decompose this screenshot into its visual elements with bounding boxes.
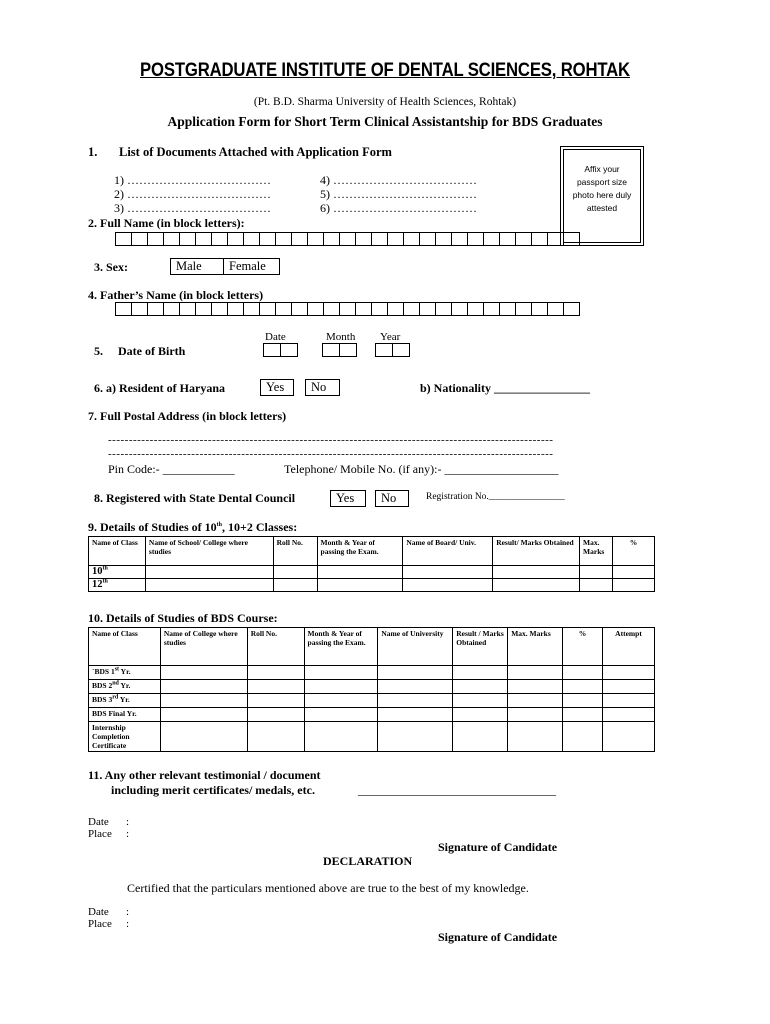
row-bds-1 — [89, 666, 161, 680]
cell[interactable] — [160, 680, 247, 694]
cell[interactable] — [403, 579, 493, 592]
hdr-class: Name of Class — [89, 537, 146, 566]
doc-item-3[interactable]: 3) ……………………………… — [114, 201, 271, 215]
cell[interactable] — [580, 566, 613, 579]
s1-number: 1. — [88, 145, 98, 159]
council-yes-option[interactable]: Yes — [330, 490, 366, 507]
s4-label: 4. Father’s Name (in block letters) — [88, 288, 264, 302]
doc-item-4[interactable]: 4) ……………………………… — [320, 173, 477, 187]
cell[interactable] — [317, 566, 403, 579]
s5-label: Date of Birth — [118, 344, 186, 358]
bds-hdr-roll: Roll No. — [247, 628, 304, 666]
row-bds-final: BDS Final Yr. — [89, 708, 161, 722]
bds-hdr-college: Name of College where studies — [160, 628, 247, 666]
footer1-date-label: Date — [88, 816, 109, 828]
cell[interactable] — [304, 694, 378, 708]
row-bds-2 — [89, 680, 161, 694]
sex-female-option[interactable]: Female — [224, 258, 280, 275]
form-title: Application Form for Short Term Clinical Assistantship for BDS Graduates — [167, 114, 603, 129]
bds-hdr-attempt: Attempt — [603, 628, 655, 666]
s2-label: 2. Full Name (in block letters): — [88, 216, 245, 230]
cell[interactable] — [304, 680, 378, 694]
footer2-labels — [88, 906, 112, 930]
row-bds-3-a: BDS 3 — [92, 695, 113, 704]
cell[interactable] — [160, 666, 247, 680]
cell[interactable] — [247, 680, 304, 694]
declaration-heading: DECLARATION — [323, 854, 413, 868]
table-row — [89, 694, 655, 708]
hdr-max: Max. Marks — [580, 537, 613, 566]
row-10th — [89, 566, 146, 579]
photo-box — [560, 146, 644, 246]
cell[interactable] — [317, 579, 403, 592]
row-bds-3 — [89, 694, 161, 708]
table-row — [89, 566, 655, 579]
council-no-option[interactable]: No — [375, 490, 409, 507]
table-row — [89, 722, 655, 752]
cell[interactable] — [247, 666, 304, 680]
cell[interactable] — [453, 708, 508, 722]
table-row — [89, 708, 655, 722]
photo-text-1: Affix your — [584, 164, 620, 174]
cell[interactable] — [378, 666, 453, 680]
hdr-school: Name of School/ College where studies — [145, 537, 273, 566]
row-10th-label: 10 — [92, 566, 103, 577]
footer1-colon-2: : — [126, 828, 130, 840]
cell[interactable] — [563, 680, 603, 694]
bds-hdr-percent: % — [563, 628, 603, 666]
cell[interactable] — [508, 680, 563, 694]
footer1-signature: Signature of Candidate — [438, 840, 558, 854]
doc-list-right — [320, 173, 477, 215]
cell[interactable] — [145, 579, 273, 592]
row-bds-3-b: Yr. — [118, 695, 130, 704]
cell[interactable] — [603, 666, 655, 680]
row-10th-sup: th — [102, 565, 108, 572]
cell[interactable] — [613, 579, 655, 592]
cell[interactable] — [563, 694, 603, 708]
doc-item-6[interactable]: 6) ……………………………… — [320, 201, 477, 215]
row-bds-3-sup: rd — [112, 694, 119, 701]
nationality-field[interactable]: b) Nationality ________________ — [420, 381, 591, 395]
row-internship: Internship Completion Certificate — [89, 722, 161, 752]
row-bds-2-a: BDS 2 — [92, 681, 113, 690]
declaration-text: Certified that the particulars mentioned above are true to the best of my knowledge. — [127, 881, 529, 895]
s9-label-part1: 9. Details of Studies of 10 — [88, 520, 217, 534]
full-name-boxes[interactable] — [115, 232, 580, 246]
cell[interactable] — [273, 566, 317, 579]
cell[interactable] — [403, 566, 493, 579]
footer2-colon-1: : — [126, 906, 130, 918]
cell[interactable] — [508, 694, 563, 708]
cell[interactable] — [378, 694, 453, 708]
footer1-labels — [88, 816, 112, 840]
bds-hdr-university: Name of University — [378, 628, 453, 666]
cell[interactable] — [563, 666, 603, 680]
s9-label-sup: th — [216, 522, 223, 528]
cell[interactable] — [247, 722, 304, 752]
phone-field[interactable]: Telephone/ Mobile No. (if any):- ___________________ — [284, 462, 559, 476]
dob-date-caption: Date — [265, 331, 286, 343]
cell[interactable] — [453, 694, 508, 708]
cell[interactable] — [493, 579, 580, 592]
sex-male-option[interactable]: Male — [170, 258, 224, 275]
footer1-place-label: Place — [88, 828, 112, 840]
dob-year-boxes[interactable] — [375, 343, 410, 357]
cell[interactable] — [613, 566, 655, 579]
cell[interactable] — [160, 694, 247, 708]
s9-label — [88, 520, 297, 535]
cell[interactable] — [304, 666, 378, 680]
cell[interactable] — [160, 722, 247, 752]
s6-label: 6. a) Resident of Haryana — [94, 381, 225, 395]
s8-label: 8. Registered with State Dental Council — [94, 491, 296, 505]
cell[interactable] — [580, 579, 613, 592]
bds-hdr-result: Result / Marks Obtained — [453, 628, 508, 666]
hdr-passing: Month & Year of passing the Exam. — [317, 537, 403, 566]
cell[interactable] — [603, 722, 655, 752]
cell[interactable] — [603, 694, 655, 708]
cell[interactable] — [453, 680, 508, 694]
cell[interactable] — [603, 680, 655, 694]
haryana-no-option[interactable]: No — [305, 379, 340, 396]
table-row — [89, 666, 655, 680]
cell[interactable] — [247, 708, 304, 722]
cell[interactable] — [378, 708, 453, 722]
cell[interactable] — [304, 722, 378, 752]
cell[interactable] — [378, 722, 453, 752]
address-line-2[interactable]: ----------------------------------------------------------------------------------------------------------- — [108, 448, 554, 460]
s7-label: 7. Full Postal Address (in block letters) — [88, 409, 287, 423]
footer2-colon-2: : — [126, 918, 130, 930]
bds-hdr-passing: Month & Year of passing the Exam. — [304, 628, 378, 666]
footer2-colons — [126, 906, 129, 930]
table-row — [89, 579, 655, 592]
s5-number: 5. — [94, 344, 103, 358]
doc-list-left — [114, 173, 271, 215]
row-12th-sup: th — [102, 578, 108, 585]
photo-text-4: attested — [586, 203, 618, 213]
school-studies-table — [88, 536, 655, 592]
bds-hdr-max: Max. Marks — [508, 628, 563, 666]
footer2-signature: Signature of Candidate — [438, 930, 558, 944]
photo-text-3: photo here duly — [572, 190, 632, 200]
footer2-place-label: Place — [88, 918, 112, 930]
cell[interactable] — [453, 666, 508, 680]
row-12th-label: 12 — [92, 579, 103, 590]
row-bds-1-a: `BDS 1 — [92, 667, 115, 676]
cell[interactable] — [247, 694, 304, 708]
footer2-date-label: Date — [88, 906, 109, 918]
cell[interactable] — [145, 566, 273, 579]
bds-hdr-class: Name of Class — [89, 628, 161, 666]
footer1-colons — [126, 816, 129, 840]
row-bds-1-b: Yr. — [119, 667, 131, 676]
doc-item-1[interactable]: 1) ……………………………… — [114, 173, 271, 187]
cell[interactable] — [508, 722, 563, 752]
footer1-colon-1: : — [126, 816, 130, 828]
pin-code-field[interactable]: Pin Code:- ____________ — [108, 462, 235, 476]
school-table-header — [89, 537, 655, 566]
hdr-board: Name of Board/ Univ. — [403, 537, 493, 566]
bds-studies-table — [88, 627, 655, 752]
dob-year-caption: Year — [380, 331, 401, 343]
bds-table-header — [89, 628, 655, 666]
row-12th — [89, 579, 146, 592]
cell[interactable] — [493, 566, 580, 579]
s11-blank[interactable]: _________________________________ — [358, 783, 556, 797]
registration-number-field[interactable]: Registration No.________________ — [426, 492, 565, 502]
affiliation-line: (Pt. B.D. Sharma University of Health Sciences, Rohtak) — [253, 96, 517, 108]
dob-month-boxes[interactable] — [322, 343, 357, 357]
doc-item-2[interactable]: 2) ……………………………… — [114, 187, 271, 201]
sex-options — [170, 258, 280, 275]
cell[interactable] — [563, 722, 603, 752]
doc-item-5[interactable]: 5) ……………………………… — [320, 187, 477, 201]
dob-month-caption: Month — [326, 331, 356, 343]
cell[interactable] — [378, 680, 453, 694]
haryana-yes-option[interactable]: Yes — [260, 379, 294, 396]
address-line-1[interactable]: ----------------------------------------------------------------------------------------------------------- — [108, 434, 554, 446]
table-row — [89, 680, 655, 694]
row-bds-2-sup: nd — [112, 680, 119, 687]
s9-label-part2: , 10+2 Classes: — [222, 520, 298, 534]
father-name-boxes[interactable] — [115, 302, 580, 316]
row-bds-2-b: Yr. — [118, 681, 131, 690]
hdr-percent: % — [613, 537, 655, 566]
cell[interactable] — [563, 708, 603, 722]
s1-label: List of Documents Attached with Application Form — [119, 145, 392, 159]
cell[interactable] — [304, 708, 378, 722]
s10-label: 10. Details of Studies of BDS Course: — [88, 611, 278, 625]
s11-line2: including merit certificates/ medals, etc. — [111, 783, 315, 797]
hdr-roll: Roll No. — [273, 537, 317, 566]
cell[interactable] — [603, 708, 655, 722]
cell[interactable] — [453, 722, 508, 752]
s3-label: 3. Sex: — [94, 260, 128, 274]
cell[interactable] — [508, 708, 563, 722]
cell[interactable] — [160, 708, 247, 722]
dob-date-boxes[interactable] — [263, 343, 298, 357]
photo-text-2: passport size — [576, 177, 628, 187]
row-bds-1-sup: st — [114, 666, 120, 673]
s11-line1: 11. Any other relevant testimonial / document — [88, 768, 321, 782]
cell[interactable] — [508, 666, 563, 680]
cell[interactable] — [273, 579, 317, 592]
form-institute-title: POSTGRADUATE INSTITUTE OF DENTAL SCIENCES, ROHTAK — [140, 60, 630, 81]
hdr-result: Result/ Marks Obtained — [493, 537, 580, 566]
